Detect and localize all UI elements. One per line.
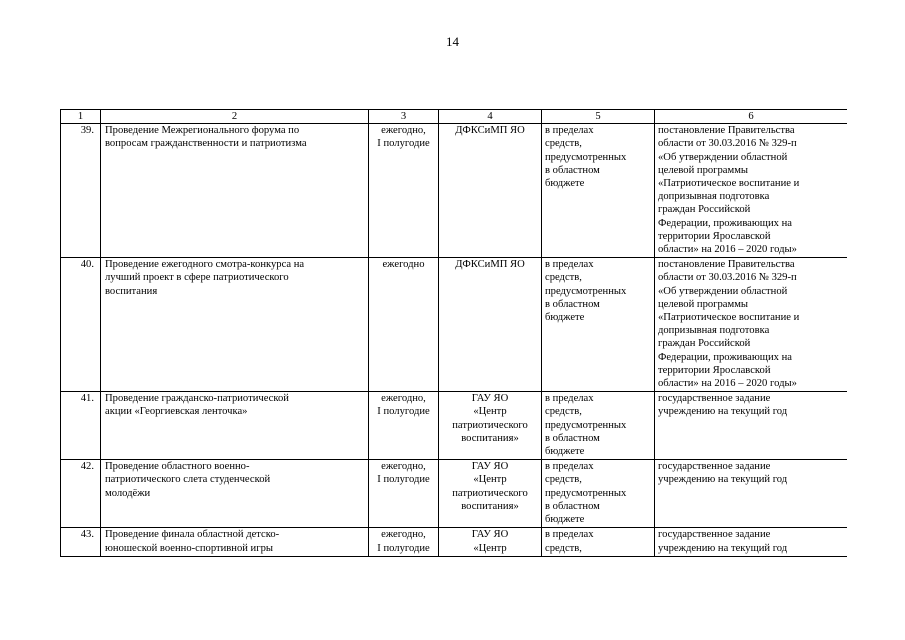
event-basis-line: «Патриотическое воспитание и [658,178,800,190]
event-funding-line: в областном [545,500,600,512]
event-name-line: Проведение Межрегионального форума по [105,125,300,137]
header-cell: 1 [61,110,101,124]
event-executor-cell [439,124,542,258]
event-basis-line: учреждению на текущий год [658,474,788,486]
event-basis-line: «Об утверждении областной [658,285,788,297]
event-basis-line: области от 30.03.2016 № 329-п [658,272,797,284]
event-basis-line: государственное задание [658,529,771,541]
plan-table-container [60,109,847,640]
header-cell: 6 [655,110,848,124]
event-funding-line: в областном [545,164,600,176]
page-number: 14 [446,34,459,49]
event-basis-line: постановление Правительства [658,125,795,137]
event-basis-line: целевой программы [658,298,749,310]
event-basis-line: области» на 2016 – 2020 годы» [658,378,797,390]
table-row [61,124,848,258]
event-executor-line: ГАУ ЯО [471,461,509,473]
event-funding-line: в пределах [545,461,594,473]
event-funding-cell [542,528,655,556]
event-funding-line: в областном [545,298,600,310]
event-period-line: I полугодие [377,406,430,418]
event-funding-line: бюджете [545,312,585,324]
event-executor-line: ДФКСиМП ЯО [455,125,525,137]
event-basis-line: территории Ярославской [658,364,771,376]
event-basis-line: Федерации, проживающих на [658,351,792,363]
event-period-line: ежегодно, [381,125,426,137]
event-period-line: ежегодно, [381,461,426,473]
event-funding-line: бюджете [545,446,585,458]
event-funding-line: в пределах [545,259,594,271]
event-funding-line: средств, [545,272,582,284]
event-executor-line: воспитания» [461,500,519,512]
event-executor-cell [439,460,542,528]
event-funding-cell [542,124,655,258]
plan-table [60,109,847,557]
event-funding-line: бюджете [545,514,585,526]
event-basis-cell [655,392,848,460]
event-basis-line: граждан Российской [658,338,751,350]
event-basis-line: территории Ярославской [658,230,771,242]
event-period-cell [369,258,439,392]
event-name-line: патриотического слета студенческой [105,474,271,486]
event-period-line: ежегодно [382,259,425,271]
event-funding-line: средств, [545,138,582,150]
event-executor-line: ГАУ ЯО [471,393,509,405]
header-cell: 2 [101,110,369,124]
event-period-line: I полугодие [377,138,430,150]
event-period-cell [369,460,439,528]
event-funding-line: в областном [545,432,600,444]
row-number-cell: 40. [61,258,101,392]
event-executor-cell [439,392,542,460]
event-name-cell [101,124,369,258]
row-number-cell: 39. [61,124,101,258]
event-basis-line: допризывная подготовка [658,325,770,337]
event-period-line: ежегодно, [381,393,426,405]
event-basis-line: постановление Правительства [658,259,795,271]
header-cell: 4 [439,110,542,124]
event-name-cell [101,528,369,556]
event-name-line: воспитания [105,285,158,297]
event-period-line: I полугодие [377,542,430,554]
event-name-line: юношеской военно-спортивной игры [105,542,273,554]
event-executor-line: патриотического [452,487,528,499]
event-funding-cell [542,258,655,392]
event-name-cell [101,460,369,528]
event-period-cell [369,124,439,258]
event-name-line: акции «Георгиевская ленточка» [105,406,248,418]
event-basis-line: допризывная подготовка [658,191,770,203]
event-executor-line: воспитания» [461,432,519,444]
event-basis-line: граждан Российской [658,204,751,216]
event-funding-line: средств, [545,474,582,486]
event-period-cell [369,528,439,556]
event-executor-line: ГАУ ЯО [471,529,509,541]
event-basis-cell [655,258,848,392]
event-name-cell [101,392,369,460]
event-name-line: Проведение ежегодного смотра-конкурса на [105,259,305,271]
event-name-cell [101,258,369,392]
event-period-line: ежегодно, [381,529,426,541]
event-funding-line: предусмотренных [545,151,627,163]
row-number-cell: 42. [61,460,101,528]
event-executor-line: «Центр [473,542,507,554]
event-funding-line: средств, [545,542,582,554]
event-executor-line: патриотического [452,419,528,431]
row-number-cell: 43. [61,528,101,556]
event-name-line: лучший проект в сфере патриотического [105,272,289,284]
event-executor-cell [439,528,542,556]
event-basis-cell [655,528,848,556]
event-name-line: Проведение гражданско-патриотической [105,393,289,405]
event-basis-line: Федерации, проживающих на [658,217,792,229]
event-funding-line: предусмотренных [545,285,627,297]
event-funding-line: предусмотренных [545,487,627,499]
event-funding-cell [542,460,655,528]
event-basis-cell [655,124,848,258]
event-name-line: молодёжи [105,487,151,499]
event-funding-line: средств, [545,406,582,418]
header-cell: 3 [369,110,439,124]
event-period-line: I полугодие [377,474,430,486]
event-funding-line: в пределах [545,529,594,541]
event-basis-line: учреждению на текущий год [658,542,788,554]
table-header-row [61,110,848,124]
event-name-line: вопросам гражданственности и патриотизма [105,138,307,150]
event-name-line: Проведение областного военно- [105,461,250,473]
event-funding-cell [542,392,655,460]
event-basis-line: области от 30.03.2016 № 329-п [658,138,797,150]
table-row [61,460,848,528]
event-funding-line: предусмотренных [545,419,627,431]
header-cell: 5 [542,110,655,124]
event-basis-line: «Патриотическое воспитание и [658,312,800,324]
event-funding-line: в пределах [545,393,594,405]
event-executor-cell [439,258,542,392]
event-basis-line: государственное задание [658,461,771,473]
event-funding-line: бюджете [545,178,585,190]
table-row [61,392,848,460]
table-row [61,528,848,556]
event-executor-line: ДФКСиМП ЯО [455,259,525,271]
event-basis-line: целевой программы [658,164,749,176]
event-executor-line: «Центр [473,474,507,486]
table-row [61,258,848,392]
event-basis-line: государственное задание [658,393,771,405]
event-basis-line: области» на 2016 – 2020 годы» [658,244,797,256]
event-basis-line: «Об утверждении областной [658,151,788,163]
event-funding-line: в пределах [545,125,594,137]
row-number-cell: 41. [61,392,101,460]
event-executor-line: «Центр [473,406,507,418]
event-basis-line: учреждению на текущий год [658,406,788,418]
event-name-line: Проведение финала областной детско- [105,529,280,541]
event-basis-cell [655,460,848,528]
event-period-cell [369,392,439,460]
